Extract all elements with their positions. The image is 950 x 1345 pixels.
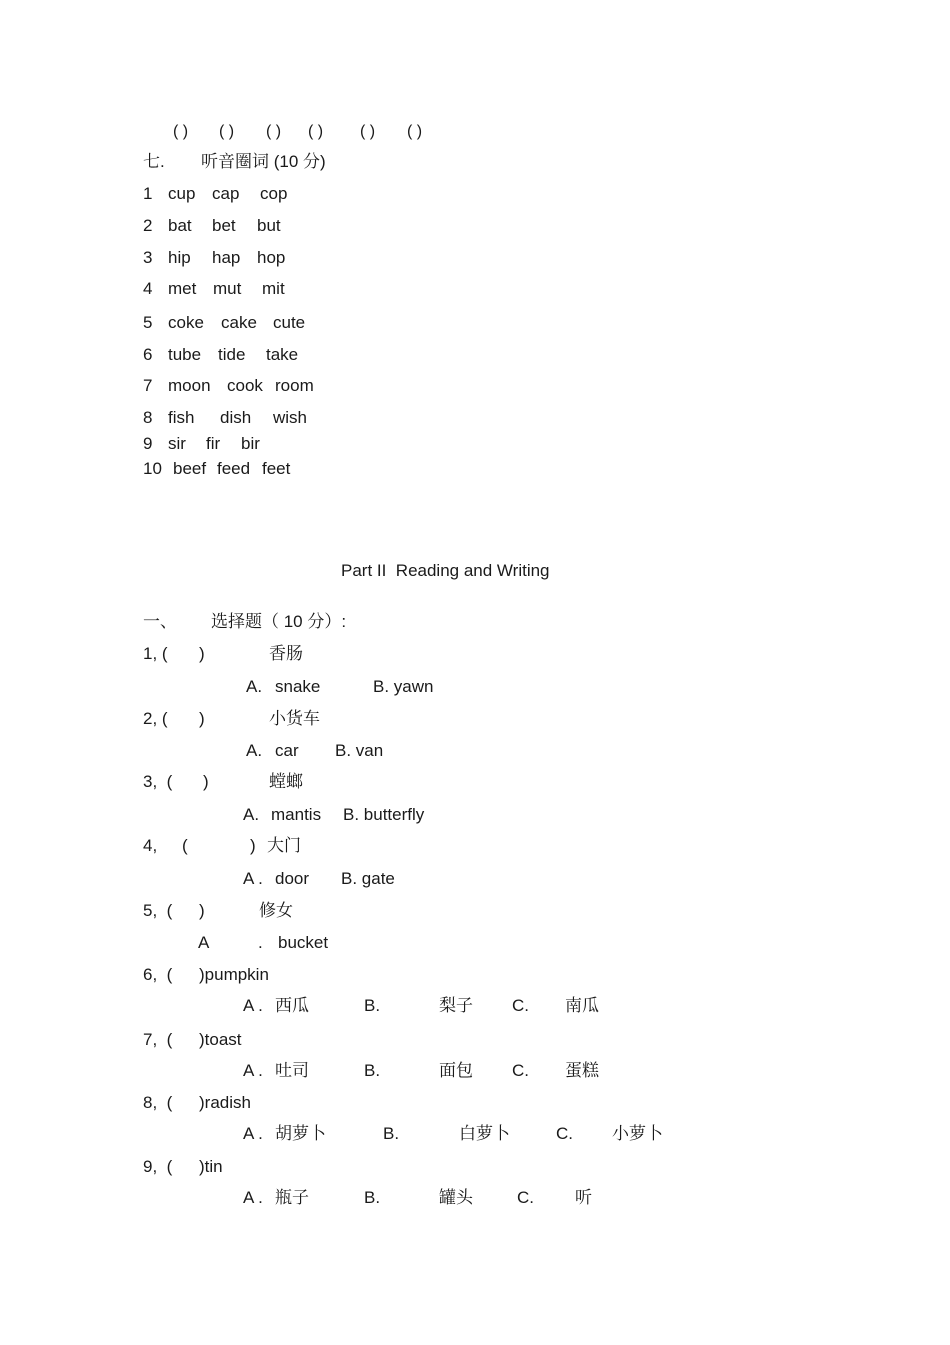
word-option: cap (212, 184, 240, 203)
answer-paren-6: ( ) (407, 123, 423, 140)
option-c-text: 南瓜 (565, 996, 599, 1015)
option-a-text: bucket (278, 933, 329, 952)
word-option: cook (227, 376, 263, 395)
option-c-letter: C. (512, 996, 529, 1015)
word-option: hap (212, 248, 241, 267)
word-option: cup (168, 184, 196, 203)
option-a-letter: A. (246, 677, 263, 696)
word-option: feed (217, 459, 251, 478)
word-option: hip (168, 248, 191, 267)
section7-number: 七. (143, 152, 165, 171)
word-option: moon (168, 376, 211, 395)
question-label: 6, ( (143, 965, 173, 984)
section1-title: 选择题（ 10 分）: (211, 612, 347, 631)
word-option: beef (173, 459, 207, 478)
item-number: 9 (143, 434, 153, 453)
question-label: 9, ( (143, 1157, 173, 1176)
question-prompt: )pumpkin (199, 965, 269, 984)
item-number: 1 (143, 184, 153, 203)
question-label: 1, ( (143, 644, 168, 663)
word-option: mut (213, 279, 242, 298)
question-prompt: 大门 (267, 836, 301, 855)
option-a-letter: A . (243, 1124, 263, 1143)
word-option: hop (257, 248, 286, 267)
option-c-letter: C. (517, 1188, 534, 1207)
option-a-text: mantis (271, 805, 322, 824)
word-option: room (275, 376, 314, 395)
option-b-text: 梨子 (439, 996, 473, 1015)
option-c-letter: C. (556, 1124, 573, 1143)
option-c-letter: C. (512, 1061, 529, 1080)
question-prompt: 修女 (259, 901, 293, 920)
item-number: 3 (143, 248, 153, 267)
option-b-text: 罐头 (439, 1188, 473, 1207)
word-option: tide (218, 345, 246, 364)
question-prompt: 香肠 (269, 644, 303, 663)
answer-paren-2: ( ) (219, 123, 235, 140)
option-a-letter: A . (243, 869, 263, 888)
section1-number: 一、 (143, 612, 177, 631)
answer-blank-close: ) (250, 836, 256, 855)
word-option: cop (260, 184, 288, 203)
option-b: B. butterfly (343, 805, 425, 824)
option-a-letter: A. (243, 805, 260, 824)
question-prompt: 小货车 (269, 709, 320, 728)
option-b-letter: B. (383, 1124, 400, 1143)
answer-paren-1: ( ) (173, 123, 189, 140)
option-b: B. yawn (373, 677, 434, 696)
option-c-text: 听 (575, 1188, 592, 1207)
option-a-text: 西瓜 (275, 996, 309, 1015)
option-b: B. gate (341, 869, 395, 888)
word-option: dish (220, 408, 252, 427)
word-option: cake (221, 313, 257, 332)
option-c-text: 小萝卜 (612, 1124, 663, 1143)
section7-title: 听音圈词 (10 分) (201, 152, 326, 171)
word-option: fish (168, 408, 195, 427)
option-c-text: 蛋糕 (565, 1061, 599, 1080)
option-a-text: 吐司 (275, 1061, 309, 1080)
question-label: 8, ( (143, 1093, 173, 1112)
question-label: 5, ( (143, 901, 173, 920)
option-b-letter: B. (364, 996, 381, 1015)
option-a-letter: A (198, 933, 210, 952)
word-option: cute (273, 313, 306, 332)
answer-blank-close: ) (203, 772, 209, 791)
option-a-text: 瓶子 (275, 1188, 309, 1207)
option-b-letter: B. (364, 1061, 381, 1080)
question-label: 4, (143, 836, 158, 855)
word-option: sir (168, 434, 186, 453)
item-number: 2 (143, 216, 153, 235)
answer-paren-3: ( ) (266, 123, 282, 140)
word-option: bet (212, 216, 236, 235)
question-prompt: )radish (199, 1093, 251, 1112)
option-b-text: 面包 (439, 1061, 473, 1080)
answer-blank-close: ) (199, 901, 205, 920)
word-option: but (257, 216, 281, 235)
item-number: 7 (143, 376, 153, 395)
word-option: bat (168, 216, 192, 235)
option-a-letter: A. (246, 741, 263, 760)
option-a-dot: . (258, 933, 263, 952)
item-number: 6 (143, 345, 153, 364)
question-label: 3, ( (143, 772, 173, 791)
word-option: coke (168, 313, 204, 332)
option-b-text: 白萝卜 (459, 1124, 510, 1143)
option-a-letter: A . (243, 996, 263, 1015)
answer-paren-5: ( ) (360, 123, 376, 140)
answer-blank-open: ( (182, 836, 188, 855)
answer-blank-close: ) (199, 709, 205, 728)
word-option: fir (206, 434, 221, 453)
item-number: 8 (143, 408, 153, 427)
part-title: Part II Reading and Writing (341, 561, 550, 580)
word-option: tube (168, 345, 202, 364)
word-option: take (266, 345, 299, 364)
word-option: mit (262, 279, 285, 298)
option-b-letter: B. (364, 1188, 381, 1207)
question-prompt: )tin (199, 1157, 223, 1176)
word-option: met (168, 279, 197, 298)
word-option: bir (241, 434, 260, 453)
option-a-text: door (275, 869, 310, 888)
answer-paren-4: ( ) (308, 123, 324, 140)
item-number: 4 (143, 279, 153, 298)
item-number: 5 (143, 313, 153, 332)
option-a-letter: A . (243, 1188, 263, 1207)
word-option: wish (273, 408, 308, 427)
option-a-text: snake (275, 677, 321, 696)
option-a-text: 胡萝卜 (275, 1124, 326, 1143)
answer-blank-close: ) (199, 644, 205, 663)
option-a-text: car (275, 741, 299, 760)
option-a-letter: A . (243, 1061, 263, 1080)
option-b: B. van (335, 741, 384, 760)
item-number: 10 (143, 459, 162, 478)
question-label: 2, ( (143, 709, 168, 728)
question-label: 7, ( (143, 1030, 173, 1049)
question-prompt: )toast (199, 1030, 242, 1049)
word-option: feet (262, 459, 291, 478)
question-prompt: 螳螂 (269, 772, 303, 791)
